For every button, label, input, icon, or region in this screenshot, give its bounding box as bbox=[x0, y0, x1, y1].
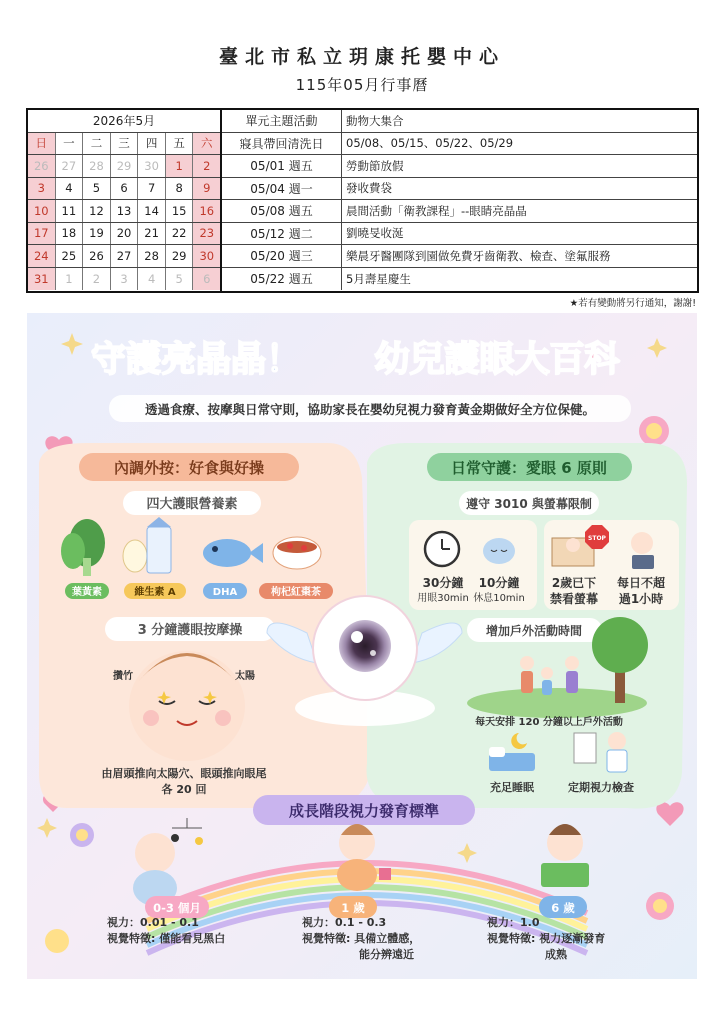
acupoint-taiyang-label: 太陽 bbox=[235, 671, 255, 682]
week-row bbox=[28, 200, 220, 223]
rule-30min-desc: 用眼30min bbox=[417, 593, 469, 604]
stage-6y-feature: 視覺特徵: 視力逐漸發育 bbox=[487, 932, 606, 945]
rule-title: 遵守 3010 與螢幕限制 bbox=[466, 497, 592, 511]
day-cell: 24 bbox=[28, 245, 56, 267]
event-row bbox=[222, 178, 697, 201]
nutrient-label-goji-tea: 枸杞紅棗茶 bbox=[271, 587, 321, 598]
outdoor-desc: 每天安排 120 分鐘以上戶外活動 bbox=[475, 717, 623, 728]
week-row bbox=[28, 223, 220, 246]
rule-10min-label: 10分鐘 bbox=[478, 576, 520, 590]
change-notice: ★若有變動將另行通知，謝謝! bbox=[569, 298, 696, 309]
event-date: 05/20 週三 bbox=[222, 245, 342, 267]
event-desc: 劉曉旻收涎 bbox=[346, 226, 404, 241]
baby-face-illustration bbox=[129, 651, 245, 761]
day-cell-holiday: 1 bbox=[166, 155, 194, 177]
stage-1y-vision: 視力：0.1 - 0.3 bbox=[302, 916, 387, 929]
day-cell: 14 bbox=[138, 200, 166, 222]
day-cell: 18 bbox=[56, 223, 84, 245]
day-cell: 28 bbox=[138, 245, 166, 267]
stage-6y-vision: 視力：1.0 bbox=[487, 916, 540, 929]
event-date: 05/01 週五 bbox=[222, 155, 342, 177]
poster-intro: 透過食療、按摩與日常守則，協助家長在嬰幼兒視力發育黃金期做好全方位保健。 bbox=[144, 402, 596, 417]
week-row bbox=[28, 245, 220, 268]
event-row bbox=[222, 133, 697, 156]
acupoint-zanzhu-label: 攢竹 bbox=[113, 671, 133, 682]
stage-label-0-3m: 0-3 個月 bbox=[153, 901, 201, 915]
week-row bbox=[28, 268, 220, 291]
stage-6y-feature-2: 成熟 bbox=[545, 948, 567, 961]
rule-1hour-label: 每日不超 bbox=[616, 576, 666, 590]
day-cell: 28 bbox=[83, 155, 111, 177]
weekday-sat: 六 bbox=[193, 133, 220, 155]
day-cell: 25 bbox=[56, 245, 84, 267]
event-row bbox=[222, 223, 697, 246]
weekday-fri: 五 bbox=[166, 133, 194, 155]
center-title: 臺北市私立玥康托嬰中心 bbox=[218, 46, 505, 68]
day-cell: 1 bbox=[56, 268, 84, 291]
event-date: 寢具帶回清洗日 bbox=[222, 133, 342, 155]
day-cell: 27 bbox=[111, 245, 139, 267]
day-cell: 17 bbox=[28, 223, 56, 245]
nutrients-title: 四大護眼營養素 bbox=[146, 497, 238, 512]
day-cell: 31 bbox=[28, 268, 56, 291]
poster-title-part-a: 守護亮晶晶！ bbox=[90, 340, 302, 380]
event-date: 05/12 週二 bbox=[222, 223, 342, 245]
weekday-thu: 四 bbox=[138, 133, 166, 155]
event-row bbox=[222, 155, 697, 178]
day-cell: 15 bbox=[166, 200, 194, 222]
stage-1y-feature-2: 能分辨遠近 bbox=[359, 948, 414, 961]
day-cell: 6 bbox=[193, 268, 220, 291]
event-row bbox=[222, 245, 697, 268]
alarm-clock-icon bbox=[425, 532, 459, 566]
day-cell: 20 bbox=[111, 223, 139, 245]
stage-0-3m-vision: 視力：0.01 - 0.1 bbox=[107, 916, 199, 929]
day-cell: 7 bbox=[138, 178, 166, 200]
day-cell: 4 bbox=[56, 178, 84, 200]
day-cell: 4 bbox=[138, 268, 166, 291]
nutrient-label-vitamin-a: 維生素 A bbox=[134, 587, 176, 598]
weekday-wed: 三 bbox=[111, 133, 139, 155]
rule-30min-label: 30分鐘 bbox=[422, 576, 464, 590]
rule-10min-desc: 休息10min bbox=[473, 593, 525, 604]
weekday-header-row bbox=[28, 133, 220, 156]
day-cell: 21 bbox=[138, 223, 166, 245]
rule-1hour-desc: 過1小時 bbox=[618, 592, 664, 606]
day-cell: 29 bbox=[166, 245, 194, 267]
event-row bbox=[222, 268, 697, 291]
event-desc: 05/08、05/15、05/22、05/29 bbox=[346, 136, 514, 151]
week-row bbox=[28, 155, 220, 178]
day-cell: 30 bbox=[138, 155, 166, 177]
rule-under2-desc: 禁看螢幕 bbox=[549, 592, 599, 606]
event-desc: 發收費袋 bbox=[346, 181, 392, 196]
massage-desc-1: 由眉頭推向太陽穴、眼頭推向眼尾 bbox=[101, 767, 267, 780]
event-list bbox=[222, 110, 697, 291]
day-cell: 16 bbox=[193, 200, 220, 222]
day-cell: 30 bbox=[193, 245, 220, 267]
event-date: 單元主題活動 bbox=[222, 110, 342, 132]
day-cell: 23 bbox=[193, 223, 220, 245]
day-cell: 11 bbox=[56, 200, 84, 222]
event-date: 05/08 週五 bbox=[222, 200, 342, 222]
day-cell: 3 bbox=[111, 268, 139, 291]
massage-title: 3 分鐘護眼按摩操 bbox=[137, 623, 243, 638]
calendar-subtitle: 115年05月行事曆 bbox=[295, 76, 429, 94]
stage-label-1y: 1 歲 bbox=[341, 901, 365, 915]
day-cell: 9 bbox=[193, 178, 220, 200]
event-desc: 5月壽星慶生 bbox=[346, 271, 411, 286]
stage-0-3m-feature: 視覺特徵: 僅能看見黑白 bbox=[107, 932, 226, 945]
right-panel-header: 日常守護：愛眼 6 原則 bbox=[451, 459, 607, 477]
day-cell: 26 bbox=[28, 155, 56, 177]
day-cell: 12 bbox=[83, 200, 111, 222]
event-desc: 樂晨牙醫團隊到園做免費牙齒衛教、檢查、塗氟服務 bbox=[346, 248, 611, 263]
month-label: 2026年5月 bbox=[28, 110, 220, 133]
day-cell: 8 bbox=[166, 178, 194, 200]
event-desc: 動物大集合 bbox=[346, 113, 404, 128]
event-row bbox=[222, 200, 697, 223]
left-panel-header: 內調外按：好食與好操 bbox=[113, 459, 265, 477]
eye-care-poster bbox=[27, 313, 697, 979]
month-grid bbox=[28, 110, 222, 291]
event-date: 05/22 週五 bbox=[222, 268, 342, 291]
day-cell: 2 bbox=[83, 268, 111, 291]
day-cell: 6 bbox=[111, 178, 139, 200]
day-cell: 22 bbox=[166, 223, 194, 245]
event-date: 05/04 週一 bbox=[222, 178, 342, 200]
outdoor-title: 增加戶外活動時間 bbox=[485, 624, 583, 638]
day-cell: 26 bbox=[83, 245, 111, 267]
sleep-label: 充足睡眠 bbox=[490, 781, 534, 794]
day-cell: 19 bbox=[83, 223, 111, 245]
stage-label-6y: 6 歲 bbox=[551, 901, 575, 915]
rule-under2-label: 2歲已下 bbox=[551, 576, 597, 590]
day-cell: 5 bbox=[166, 268, 194, 291]
day-cell: 27 bbox=[56, 155, 84, 177]
stop-sign-text: STOP bbox=[588, 535, 606, 542]
tea-cup-icon bbox=[273, 537, 321, 569]
day-cell: 29 bbox=[111, 155, 139, 177]
event-desc: 晨間活動「衛教課程」--眼睛亮晶晶 bbox=[346, 203, 527, 218]
stop-sign-icon bbox=[585, 525, 609, 549]
nutrient-label-dha: DHA bbox=[212, 587, 238, 598]
event-desc: 勞動節放假 bbox=[346, 158, 404, 173]
week-row bbox=[28, 178, 220, 201]
sleepy-face-icon bbox=[483, 538, 515, 564]
weekday-mon: 一 bbox=[56, 133, 84, 155]
stage-1y-feature: 視覺特徵: 具備立體感， bbox=[302, 932, 421, 945]
day-cell: 13 bbox=[111, 200, 139, 222]
weekday-tue: 二 bbox=[83, 133, 111, 155]
weekday-sun: 日 bbox=[28, 133, 56, 155]
nutrient-label-lutein: 葉黃素 bbox=[72, 587, 102, 598]
event-row bbox=[222, 110, 697, 133]
day-cell: 10 bbox=[28, 200, 56, 222]
day-cell: 2 bbox=[193, 155, 220, 177]
day-cell: 3 bbox=[28, 178, 56, 200]
poster-title-part-b: 幼兒護眼大百科 bbox=[374, 340, 620, 380]
monthly-calendar-table bbox=[26, 108, 699, 293]
day-cell: 5 bbox=[83, 178, 111, 200]
massage-desc-2: 各 20 回 bbox=[161, 783, 207, 796]
checkup-label: 定期視力檢查 bbox=[568, 781, 634, 794]
stages-title: 成長階段視力發育標準 bbox=[288, 802, 440, 820]
